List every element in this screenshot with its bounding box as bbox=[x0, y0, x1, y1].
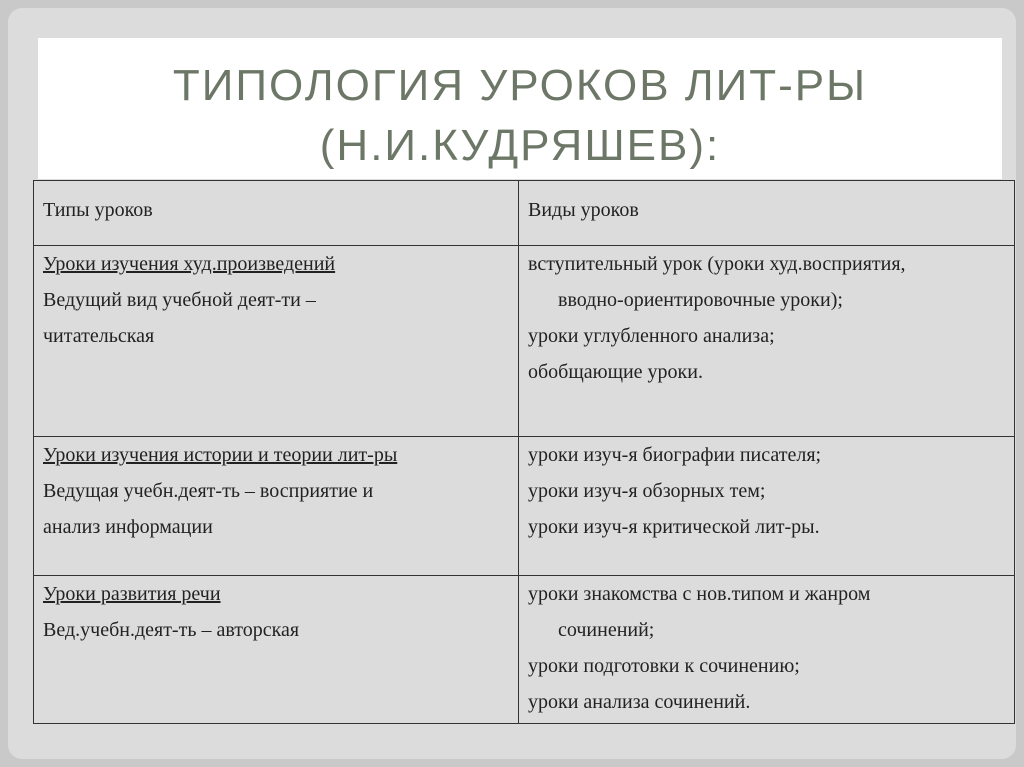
lesson-type-cell bbox=[34, 246, 519, 437]
lesson-kind-item: уроки анализа сочинений. bbox=[528, 691, 751, 713]
title-box bbox=[38, 38, 1002, 179]
table-row bbox=[34, 437, 1015, 576]
lesson-kind-item: уроки знакомства с нов.типом и жанром bbox=[528, 583, 871, 605]
lesson-kind-item: вводно-ориентировочные уроки); bbox=[558, 289, 843, 311]
header-lesson-kinds: Виды уроков bbox=[519, 181, 1015, 246]
lesson-kind-item: обобщающие уроки. bbox=[528, 361, 703, 383]
lesson-kind-item: уроки углубленного анализа; bbox=[528, 325, 775, 347]
lesson-kind-item: сочинений; bbox=[558, 619, 655, 641]
table-row bbox=[34, 246, 1015, 437]
lesson-type-description: читательская bbox=[43, 325, 155, 347]
lesson-type-description: Ведущий вид учебной деят-ти – bbox=[43, 289, 316, 311]
table-row bbox=[34, 576, 1015, 724]
lesson-type-description: Ведущая учебн.деят-ть – восприятие и bbox=[43, 480, 374, 502]
slide-title-line-1: ТИПОЛОГИЯ УРОКОВ ЛИТ-РЫ bbox=[172, 61, 868, 110]
lesson-typology-table bbox=[33, 180, 1015, 724]
lesson-kind-item: уроки изуч-я обзорных тем; bbox=[528, 480, 766, 502]
header-lesson-types: Типы уроков bbox=[34, 181, 519, 246]
lesson-kind-item: уроки подготовки к сочинению; bbox=[528, 655, 800, 677]
lesson-type-cell bbox=[34, 576, 519, 724]
lesson-kinds-cell bbox=[519, 437, 1015, 576]
lesson-type-name: Уроки изучения истории и теории лит-ры bbox=[43, 444, 398, 466]
lesson-type-name: Уроки изучения худ.произведений bbox=[43, 253, 336, 275]
lesson-kind-item: вступительный урок (уроки худ.восприятия, bbox=[528, 253, 906, 275]
lesson-kinds-cell bbox=[519, 576, 1015, 724]
lesson-type-cell bbox=[34, 437, 519, 576]
table-header-row bbox=[34, 181, 1015, 246]
slide-title bbox=[38, 56, 1002, 176]
lesson-type-description: Вед.учебн.деят-ть – авторская bbox=[43, 619, 300, 641]
lesson-kinds-cell bbox=[519, 246, 1015, 437]
lesson-type-description: анализ информации bbox=[43, 516, 213, 538]
slide-title-line-2: (Н.И.КУДРЯШЕВ): bbox=[319, 121, 721, 170]
lesson-kind-item: уроки изуч-я биографии писателя; bbox=[528, 444, 822, 466]
lesson-kind-item: уроки изуч-я критической лит-ры. bbox=[528, 516, 820, 538]
lesson-type-name: Уроки развития речи bbox=[43, 583, 221, 605]
